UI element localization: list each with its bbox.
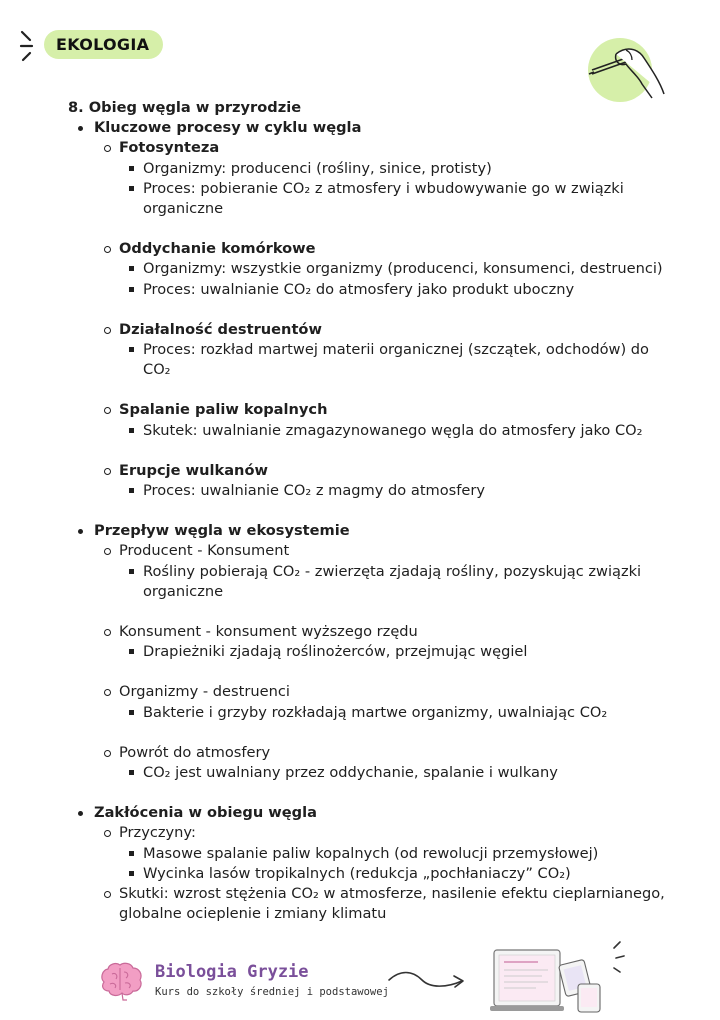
document-title: 8. Obieg węgla w przyrodzie: [68, 99, 302, 116]
list-item: Proces: rozkład martwej materii organicznej (szczątek, odchodów) do CO₂: [68, 340, 668, 380]
subsection-heading: Przyczyny:: [68, 823, 668, 843]
section-heading: Kluczowe procesy w cyklu węgla: [68, 118, 668, 138]
footer-brand: Biologia Gryzie: [155, 962, 309, 982]
subsection-heading: Producent - Konsument: [68, 541, 668, 561]
subsection-heading: Konsument - konsument wyższego rzędu: [68, 622, 668, 642]
section-heading: Przepływ węgla w ekosystemie: [68, 521, 668, 541]
spark-lines-icon: [18, 26, 40, 66]
list-item: Masowe spalanie paliw kopalnych (od rewolucji przemysłowej): [68, 844, 668, 864]
subsection-heading: Spalanie paliw kopalnych: [68, 400, 668, 420]
brain-logo-icon: [98, 960, 144, 1002]
list-item: Bakterie i grzyby rozkładają martwe organizmy, uwalniając CO₂: [68, 703, 668, 723]
badge-label: EKOLOGIA: [44, 30, 163, 59]
list-item: Proces: uwalnianie CO₂ z magmy do atmosfery: [68, 481, 668, 501]
section-heading: Zakłócenia w obiegu węgla: [68, 803, 668, 823]
list-item: Rośliny pobierają CO₂ - zwierzęta zjadają rośliny, pozyskując związki organiczne: [68, 562, 668, 602]
list-item: Organizmy: wszystkie organizmy (producenci, konsumenci, destruenci): [68, 259, 668, 279]
document-body: [68, 98, 668, 925]
subsection-heading: Oddychanie komórkowe: [68, 239, 668, 259]
list-item: Organizmy: producenci (rośliny, sinice, protisty): [68, 159, 668, 179]
list-item: Proces: uwalnianie CO₂ do atmosfery jako produkt uboczny: [68, 280, 668, 300]
curved-arrow-icon: [386, 966, 468, 994]
subsection-heading: Powrót do atmosfery: [68, 743, 668, 763]
list-item: Drapieżniki zjadają roślinożerców, przejmując węgiel: [68, 642, 668, 662]
list-item: Wycinka lasów tropikalnych (redukcja „pochłaniaczy” CO₂): [68, 864, 668, 884]
list-item: CO₂ jest uwalniany przez oddychanie, spalanie i wulkany: [68, 763, 668, 783]
subsection-heading: Działalność destruentów: [68, 320, 668, 340]
subsection-heading: Skutki: wzrost stężenia CO₂ w atmosferze, nasilenie efektu cieplarnianego, globalne ocieplenie i zmiany klimatu: [68, 884, 668, 924]
subsection-heading: Fotosynteza: [68, 138, 668, 158]
list-item: Proces: pobieranie CO₂ z atmosfery i wbudowywanie go w związki organiczne: [68, 179, 668, 219]
hand-writing-icon: [586, 36, 666, 104]
subsection-heading: Erupcje wulkanów: [68, 461, 668, 481]
footer-subtitle: Kurs do szkoły średniej i podstawowej: [155, 986, 389, 998]
list-item: Skutek: uwalnianie zmagazynowanego węgla do atmosfery jako CO₂: [68, 421, 668, 441]
subsection-heading: Organizmy - destruenci: [68, 682, 668, 702]
laptop-tablet-phone-icon: [490, 940, 636, 1016]
